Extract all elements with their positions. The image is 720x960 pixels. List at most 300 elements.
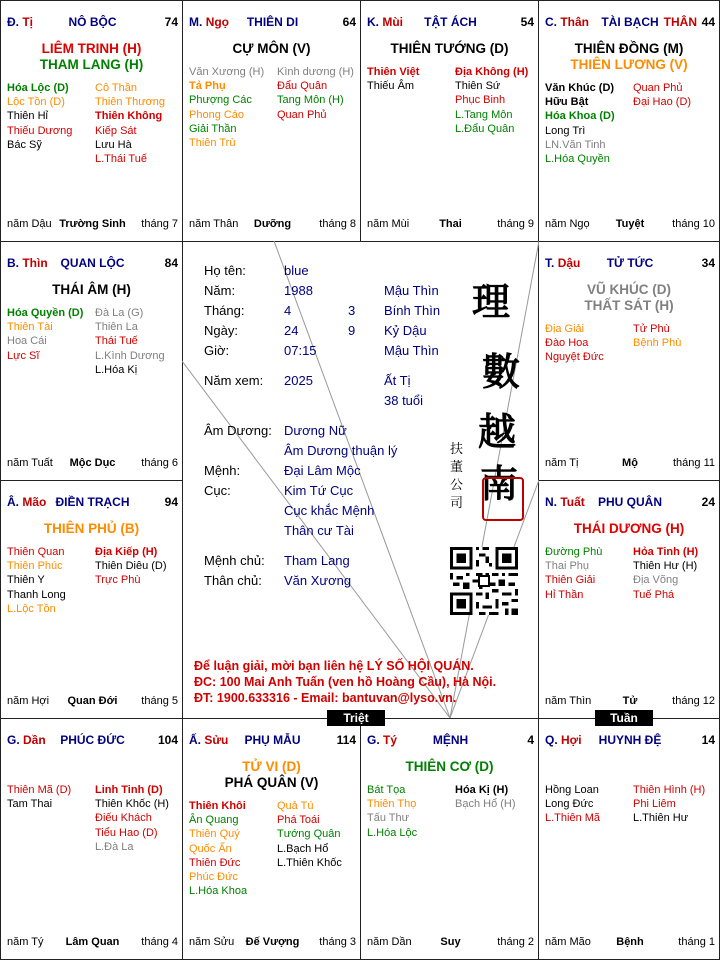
palace-month: tháng 12 xyxy=(672,695,715,707)
palace-phase: Quan Đới xyxy=(67,695,118,707)
palace-than xyxy=(538,0,720,242)
small-calligraphy xyxy=(450,441,463,513)
minor-star: Hữu Bật xyxy=(545,96,589,109)
minor-star: L.Bạch Hổ xyxy=(277,842,329,855)
value-month-solar: 4 xyxy=(284,303,292,318)
palace-number: 34 xyxy=(701,256,715,270)
main-star: THÁI DƯƠNG (H) xyxy=(573,521,685,536)
palace-mao xyxy=(0,480,183,719)
minor-star: Hoa Cái xyxy=(7,335,47,348)
palace-year: năm Mùi xyxy=(367,218,410,230)
value-age: 38 tuổi xyxy=(384,393,424,408)
value-menhchu: Tham Lang xyxy=(284,553,350,568)
palace-mui xyxy=(360,0,539,242)
minor-star: L.Hóa Kị xyxy=(95,363,138,376)
palace-branch: Thân xyxy=(560,15,590,29)
palace-month: tháng 5 xyxy=(141,695,178,707)
value-view-can: Ất Tị xyxy=(384,373,411,388)
label-amduong: Âm Dương: xyxy=(204,423,272,438)
palace-name: PHỤ MẪU xyxy=(244,733,301,747)
main-stars xyxy=(1,521,182,537)
minor-stars-right xyxy=(277,799,342,870)
minor-star: Linh Tinh (D) xyxy=(95,784,163,796)
triet-tag: Triệt xyxy=(327,710,385,726)
palace-name: THIÊN DI xyxy=(246,15,299,29)
label-view-year: Năm xem: xyxy=(204,373,264,388)
palace-footer xyxy=(189,935,356,949)
minor-stars-right xyxy=(633,81,691,109)
palace-number: 104 xyxy=(157,733,178,747)
minor-star: Thai Phụ xyxy=(545,560,590,573)
minor-stars-left xyxy=(7,545,66,616)
minor-star: Thiên Quý xyxy=(189,828,240,841)
minor-star: L.Hóa Quyền xyxy=(545,153,610,166)
palace-name: TỬ TỨC xyxy=(606,256,654,270)
value-cuc-3: Thân cư Tài xyxy=(284,523,354,538)
palace-year: năm Dần xyxy=(367,936,412,948)
palace-stem: K. xyxy=(367,15,379,29)
than-marker: THÂN xyxy=(663,15,697,29)
value-amduong-1: Dương Nữ xyxy=(284,423,347,438)
small-char-4: 司 xyxy=(450,496,464,511)
palace-footer xyxy=(367,935,534,949)
minor-star: L.Thái Tuế xyxy=(95,153,147,166)
palace-name: PHÚC ĐỨC xyxy=(60,733,125,747)
minor-star: Đà La (G) xyxy=(95,307,144,319)
minor-stars-right xyxy=(633,322,681,350)
minor-star: Đại Hao (D) xyxy=(633,96,692,109)
minor-star: L.Hóa Khoa xyxy=(189,885,248,898)
minor-stars-right xyxy=(633,545,698,602)
minor-star: Lực Sĩ xyxy=(7,349,40,362)
minor-star: Địa Kiếp (H) xyxy=(95,546,158,558)
palace-phase: Tử xyxy=(622,695,638,707)
minor-stars-right xyxy=(95,81,165,166)
minor-star: Phượng Các xyxy=(189,94,252,107)
minor-star: L.Thiên Mã xyxy=(545,812,601,825)
main-star: LIÊM TRINH (H) xyxy=(41,41,142,56)
minor-star: Tuế Phá xyxy=(633,588,675,601)
palace-year: năm Mão xyxy=(545,936,591,948)
palace-name: PHU QUÂN xyxy=(597,495,662,509)
palace-stem: B. xyxy=(7,256,19,270)
minor-stars-left xyxy=(7,81,72,152)
minor-star: Tướng Quân xyxy=(277,828,341,841)
minor-star: Văn Khúc (D) xyxy=(545,82,615,94)
palace-phase: Dưỡng xyxy=(253,218,292,230)
contact-line-1: Để luận giải, mời bạn liên hệ LÝ SỐ HỘI QUÁN. xyxy=(194,659,474,673)
palace-footer xyxy=(7,935,178,949)
palace-ti xyxy=(360,718,539,960)
minor-stars-right xyxy=(633,783,705,826)
minor-star: Tấu Thư xyxy=(367,812,410,825)
minor-star: LN.Văn Tinh xyxy=(545,138,606,151)
palace-branch: Mùi xyxy=(382,15,404,29)
palace-number: 44 xyxy=(701,15,715,29)
palace-footer xyxy=(189,217,356,231)
palace-year: năm Ngọ xyxy=(545,218,590,230)
small-char-1: 扶 xyxy=(450,442,464,457)
minor-star: Thiên Tài xyxy=(7,321,53,334)
minor-star: Địa Võng xyxy=(633,574,679,587)
minor-stars-left xyxy=(545,81,615,166)
palace-footer xyxy=(7,456,178,470)
minor-star: Tam Thai xyxy=(7,798,53,811)
palace-footer xyxy=(545,935,715,949)
palace-branch: Ngọ xyxy=(205,15,230,29)
minor-star: Long Đức xyxy=(545,798,594,811)
palace-branch: Tuất xyxy=(560,495,585,509)
palace-stem: G. xyxy=(367,733,380,747)
palace-year: năm Dậu xyxy=(7,218,52,230)
minor-star: L.Thiên Khốc xyxy=(277,856,342,869)
minor-star: Phá Toái xyxy=(277,814,320,827)
main-stars xyxy=(539,41,719,73)
minor-star: Bát Tọa xyxy=(367,784,406,796)
minor-star: Đào Hoa xyxy=(545,337,589,350)
minor-star: Lộc Tồn (D) xyxy=(7,96,65,109)
minor-star: Thiên Khốc (H) xyxy=(95,798,169,811)
label-hour: Giờ: xyxy=(204,343,230,358)
main-stars xyxy=(539,521,719,537)
palace-number: 74 xyxy=(164,15,178,29)
minor-star: Trực Phù xyxy=(95,574,141,587)
minor-star: Điếu Khách xyxy=(95,812,152,825)
palace-number: 24 xyxy=(701,495,715,509)
minor-star: L.Kình Dương xyxy=(95,349,165,362)
minor-star: Tả Phụ xyxy=(189,80,226,93)
palace-name: TẬT ÁCH xyxy=(424,15,477,29)
minor-star: L.Đà La xyxy=(95,840,134,853)
minor-star: Quốc Ấn xyxy=(189,842,232,855)
palace-number: 114 xyxy=(336,733,356,747)
palace-month: tháng 4 xyxy=(141,936,178,948)
calligraphy-char-2: 數 xyxy=(482,349,521,394)
minor-stars-right xyxy=(277,65,354,122)
main-stars xyxy=(1,41,182,73)
main-stars xyxy=(361,41,538,57)
small-char-3: 公 xyxy=(450,478,464,493)
value-month-lunar: 3 xyxy=(348,303,356,318)
palace-phase: Trường Sinh xyxy=(59,218,126,230)
minor-star: Thiếu Dương xyxy=(7,124,73,137)
palace-ty xyxy=(0,0,183,242)
palace-month: tháng 11 xyxy=(672,457,715,469)
minor-star: Bạch Hổ (H) xyxy=(455,798,516,811)
palace-branch: Tý xyxy=(383,733,398,747)
main-star: THIÊN PHỦ (B) xyxy=(43,521,140,536)
main-star: TỬ VI (D) xyxy=(242,759,301,774)
palace-year: năm Tuất xyxy=(7,457,53,469)
value-year: 1988 xyxy=(284,283,313,298)
palace-stem: M. xyxy=(189,15,203,29)
palace-month: tháng 3 xyxy=(319,936,356,948)
palace-branch: Hợi xyxy=(561,733,582,747)
palace-number: 94 xyxy=(164,495,178,509)
minor-star: L.Đẩu Quân xyxy=(455,122,515,135)
value-year-can: Mậu Thìn xyxy=(384,283,439,298)
palace-phase: Tuyệt xyxy=(615,218,645,230)
minor-star: Cô Thần xyxy=(95,82,137,94)
minor-star: Thiên Không xyxy=(95,110,163,123)
main-stars xyxy=(361,759,538,775)
palace-branch: Mão xyxy=(22,495,47,509)
main-star: CỰ MÔN (V) xyxy=(232,41,311,56)
palace-number: 64 xyxy=(342,15,356,29)
palace-name: NÔ BỘC xyxy=(68,15,117,29)
minor-star: Kiếp Sát xyxy=(95,124,137,137)
value-day-lunar: 9 xyxy=(348,323,356,338)
value-cuc-2: Cục khắc Mệnh xyxy=(284,503,375,518)
calligraphy-char-3: 越 xyxy=(478,409,517,454)
minor-star: L.Thiên Hư xyxy=(633,812,689,825)
minor-star: Nguyệt Đức xyxy=(545,351,604,364)
minor-star: Hóa Lộc (D) xyxy=(7,82,69,94)
calligraphy-char-1: 理 xyxy=(472,279,511,324)
palace-stem: C. xyxy=(545,15,557,29)
palace-branch: Dậu xyxy=(557,256,581,270)
minor-star: Thiếu Âm xyxy=(367,80,415,93)
label-year: Năm: xyxy=(204,283,236,298)
label-cuc: Cục: xyxy=(204,483,231,498)
palace-number: 4 xyxy=(527,733,534,747)
minor-star: Địa Giải xyxy=(545,323,585,335)
value-name: blue xyxy=(284,263,309,278)
palace-footer xyxy=(7,217,178,231)
minor-star: L.Hóa Lộc xyxy=(367,826,418,839)
minor-star: Thiên Khôi xyxy=(189,800,246,812)
minor-stars-right xyxy=(455,783,516,811)
minor-star: Hỏa Tinh (H) xyxy=(633,546,699,558)
value-hour: 07:15 xyxy=(284,343,317,358)
palace-branch: Sửu xyxy=(204,733,229,747)
minor-star: Phi Liêm xyxy=(633,798,676,811)
main-star: THIÊN TƯỚNG (D) xyxy=(390,41,509,56)
minor-stars-right xyxy=(455,65,528,136)
palace-phase: Thai xyxy=(439,218,462,230)
minor-star: Thiên La xyxy=(95,321,138,334)
value-view-year: 2025 xyxy=(284,373,313,388)
minor-star: Hỉ Thần xyxy=(545,588,584,601)
calligraphy-char-4: 南 xyxy=(480,461,519,506)
minor-star: Thiên Quan xyxy=(7,546,65,558)
main-star: THÁI ÂM (H) xyxy=(52,282,131,297)
red-seal xyxy=(482,477,524,521)
main-star: PHÁ QUÂN (V) xyxy=(224,775,319,790)
minor-star: Thanh Long xyxy=(7,588,66,601)
minor-star: Thiên Giải xyxy=(545,574,596,587)
palace-month: tháng 1 xyxy=(678,936,715,948)
palace-suu xyxy=(182,718,361,960)
palace-footer xyxy=(545,456,715,470)
minor-star: Phong Cáo xyxy=(189,108,245,121)
minor-star: L.Tang Môn xyxy=(455,108,513,121)
minor-star: Quan Phủ xyxy=(633,82,683,94)
value-amduong-2: Âm Dương thuận lý xyxy=(284,443,398,458)
palace-year: năm Thân xyxy=(189,218,239,230)
palace-name: ĐIỀN TRẠCH xyxy=(55,495,130,509)
minor-star: Bệnh Phù xyxy=(633,337,682,350)
minor-star: Thiên Thọ xyxy=(367,798,417,811)
main-star: THẤT SÁT (H) xyxy=(584,298,674,313)
value-day-can: Kỷ Dậu xyxy=(384,323,427,338)
palace-branch: Dần xyxy=(23,733,46,747)
value-day-solar: 24 xyxy=(284,323,299,338)
minor-star: Phục Binh xyxy=(455,94,506,107)
palace-number: 14 xyxy=(701,733,715,747)
minor-stars-left xyxy=(545,322,604,365)
minor-star: Giải Thần xyxy=(189,122,237,135)
minor-star: Thiên Việt xyxy=(367,66,420,78)
palace-stem: Đ. xyxy=(7,15,19,29)
palace-branch: Tị xyxy=(22,15,34,29)
minor-stars-left xyxy=(189,65,264,150)
palace-month: tháng 9 xyxy=(497,218,534,230)
minor-stars-left xyxy=(7,783,71,811)
palace-thin xyxy=(0,241,183,481)
center-panel xyxy=(182,241,539,718)
minor-stars-left xyxy=(189,799,247,898)
palace-name: TÀI BẠCH xyxy=(601,15,659,29)
minor-star: Phúc Đức xyxy=(189,871,238,884)
minor-star: Thiên Y xyxy=(7,574,45,587)
minor-star: Địa Không (H) xyxy=(455,66,529,78)
minor-star: Thái Tuế xyxy=(95,335,138,348)
minor-star: Bác Sỹ xyxy=(7,138,42,151)
label-day: Ngày: xyxy=(204,323,238,338)
main-star: THIÊN CƠ (D) xyxy=(405,759,494,774)
palace-footer xyxy=(545,694,715,708)
main-stars xyxy=(183,41,360,57)
minor-stars-left xyxy=(545,545,602,602)
minor-star: Quả Tú xyxy=(277,800,314,812)
palace-tuat xyxy=(538,480,720,719)
minor-star: Hóa Kị (H) xyxy=(455,784,509,796)
minor-star: Thiên Mã (D) xyxy=(7,784,72,796)
minor-star: Đẩu Quân xyxy=(277,80,328,93)
palace-number: 84 xyxy=(164,256,178,270)
palace-name: QUAN LỘC xyxy=(60,256,125,270)
minor-star: Ân Quang xyxy=(189,814,239,827)
minor-star: Kình dương (H) xyxy=(277,66,354,78)
minor-star: Văn Xương (H) xyxy=(189,66,265,78)
palace-year: năm Tý xyxy=(7,936,44,948)
minor-star: Hóa Quyền (D) xyxy=(7,307,84,319)
palace-year: năm Hợi xyxy=(7,695,50,707)
minor-star: Thiên Phúc xyxy=(7,560,63,573)
minor-star: Đường Phù xyxy=(545,546,603,558)
main-star: VŨ KHÚC (D) xyxy=(587,282,671,297)
minor-star: Tang Môn (H) xyxy=(277,94,344,107)
palace-stem: N. xyxy=(545,495,557,509)
main-star: THAM LANG (H) xyxy=(39,57,144,72)
palace-year: năm Thìn xyxy=(545,695,592,707)
palace-month: tháng 6 xyxy=(141,457,178,469)
palace-footer xyxy=(7,694,178,708)
label-month: Tháng: xyxy=(204,303,245,318)
palace-month: tháng 2 xyxy=(497,936,534,948)
palace-dan xyxy=(0,718,183,960)
label-thanchu: Thân chủ: xyxy=(204,573,262,588)
palace-hoi xyxy=(538,718,720,960)
minor-star: L.Lộc Tồn xyxy=(7,602,56,615)
palace-branch: Thìn xyxy=(22,256,48,270)
palace-month: tháng 7 xyxy=(141,218,178,230)
minor-star: Hồng Loan xyxy=(545,784,599,796)
minor-star: Lưu Hà xyxy=(95,138,132,151)
minor-star: Thiên Hình (H) xyxy=(633,784,706,796)
minor-stars-right xyxy=(95,306,165,377)
minor-star: Thiên Trù xyxy=(189,137,236,150)
palace-phase: Lâm Quan xyxy=(65,936,120,948)
palace-footer xyxy=(545,217,715,231)
label-menh: Mệnh: xyxy=(204,463,241,478)
contact-line-2: ĐC: 100 Mai Anh Tuấn (ven hồ Hoàng Cầu), Hà Nội. xyxy=(194,675,497,689)
palace-stem: Â. xyxy=(7,495,19,509)
palace-dau xyxy=(538,241,720,481)
palace-phase: Mộ xyxy=(622,457,638,469)
minor-stars-right xyxy=(95,783,169,854)
label-name: Họ tên: xyxy=(204,263,246,278)
palace-month: tháng 8 xyxy=(319,218,356,230)
palace-phase: Suy xyxy=(440,936,461,948)
palace-year: năm Tị xyxy=(545,457,579,469)
minor-star: Long Trì xyxy=(545,124,586,137)
palace-phase: Mộc Dục xyxy=(69,457,116,469)
qr-code[interactable] xyxy=(450,547,518,615)
minor-stars-left xyxy=(7,306,83,363)
minor-stars-right xyxy=(95,545,167,588)
minor-star: Thiên Hư (H) xyxy=(633,560,698,573)
small-char-2: 董 xyxy=(450,460,464,475)
label-menhchu: Mệnh chủ: xyxy=(204,553,265,568)
value-thanchu: Văn Xương xyxy=(284,573,352,588)
minor-stars-left xyxy=(545,783,600,826)
main-stars xyxy=(183,759,360,791)
minor-stars-left xyxy=(367,65,419,93)
contact-line-3: ĐT: 1900.633316 - Email: bantuvan@lyso.vn. xyxy=(194,691,457,705)
value-menh: Đại Lâm Mộc xyxy=(284,463,361,478)
minor-star: Quan Phủ xyxy=(277,108,327,121)
palace-stem: T. xyxy=(545,256,555,270)
palace-stem: Ấ. xyxy=(189,733,201,747)
palace-stem: Q. xyxy=(545,733,558,747)
palace-phase: Bệnh xyxy=(616,936,644,948)
main-stars xyxy=(1,282,182,298)
value-cuc-1: Kim Tứ Cục xyxy=(284,483,354,498)
minor-star: Hóa Khoa (D) xyxy=(545,110,615,123)
minor-star: Thiên Diêu (D) xyxy=(95,560,167,573)
value-month-can: Bính Thìn xyxy=(384,303,441,318)
palace-number: 54 xyxy=(520,15,534,29)
palace-name: MỆNH xyxy=(432,733,469,747)
main-star: THIÊN LƯƠNG (V) xyxy=(570,57,688,72)
palace-footer xyxy=(367,217,534,231)
palace-phase: Đế Vượng xyxy=(245,936,300,948)
palace-month: tháng 10 xyxy=(672,218,715,230)
minor-star: Thiên Đức xyxy=(189,856,241,869)
value-hour-can: Mậu Thìn xyxy=(384,343,439,358)
minor-star: Thiên Thương xyxy=(95,96,166,109)
main-stars xyxy=(539,282,719,314)
tuan-tag: Tuần xyxy=(595,710,653,726)
main-star: THIÊN ĐỒNG (M) xyxy=(574,41,684,56)
palace-ngo xyxy=(182,0,361,242)
minor-stars-left xyxy=(367,783,417,840)
minor-star: Tử Phù xyxy=(633,323,670,335)
minor-star: Tiểu Hao (D) xyxy=(95,826,158,839)
palace-stem: G. xyxy=(7,733,20,747)
